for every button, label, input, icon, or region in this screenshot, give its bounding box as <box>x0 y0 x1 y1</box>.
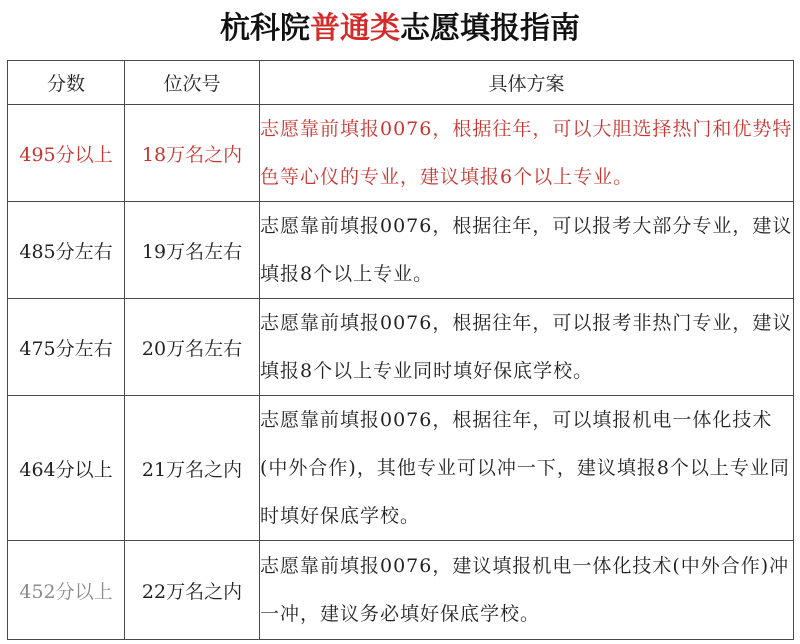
header-row <box>8 61 794 105</box>
title-suffix: 志愿填报指南 <box>400 11 580 46</box>
guide-table <box>7 60 794 640</box>
table-row <box>8 202 794 299</box>
score-cell: 495分以上 <box>8 105 125 202</box>
plan-cell: 志愿靠前填报0076，根据往年，可以报考非热门专业，建议填报8个以上专业同时填好保底学校。 <box>260 299 794 396</box>
rank-cell: 22万名之内 <box>125 541 260 640</box>
score-cell: 452分以上 <box>8 541 125 640</box>
table-row <box>8 396 794 541</box>
rank-cell: 19万名左右 <box>125 202 260 299</box>
header-rank: 位次号 <box>125 61 260 105</box>
header-score: 分数 <box>8 61 125 105</box>
rank-cell: 21万名之内 <box>125 396 260 541</box>
title-highlight: 普通类 <box>310 11 400 46</box>
page-title <box>0 6 800 52</box>
score-cell: 485分左右 <box>8 202 125 299</box>
header-plan: 具体方案 <box>260 61 794 105</box>
plan-cell: 志愿靠前填报0076，根据往年，可以大胆选择热门和优势特色等心仪的专业，建议填报6个以上专业。 <box>260 105 794 202</box>
table-row <box>8 105 794 202</box>
rank-cell: 20万名左右 <box>125 299 260 396</box>
table-row <box>8 299 794 396</box>
table-row <box>8 541 794 640</box>
score-cell: 475分左右 <box>8 299 125 396</box>
plan-cell: 志愿靠前填报0076，根据往年，可以填报机电一体化技术(中外合作)，其他专业可以冲一下，建议填报8个以上专业同时填好保底学校。 <box>260 396 794 541</box>
plan-cell: 志愿靠前填报0076，建议填报机电一体化技术(中外合作)冲一冲，建议务必填好保底学校。 <box>260 541 794 640</box>
score-cell: 464分以上 <box>8 396 125 541</box>
rank-cell: 18万名之内 <box>125 105 260 202</box>
plan-cell: 志愿靠前填报0076，根据往年，可以报考大部分专业，建议填报8个以上专业。 <box>260 202 794 299</box>
title-prefix: 杭科院 <box>220 11 310 46</box>
